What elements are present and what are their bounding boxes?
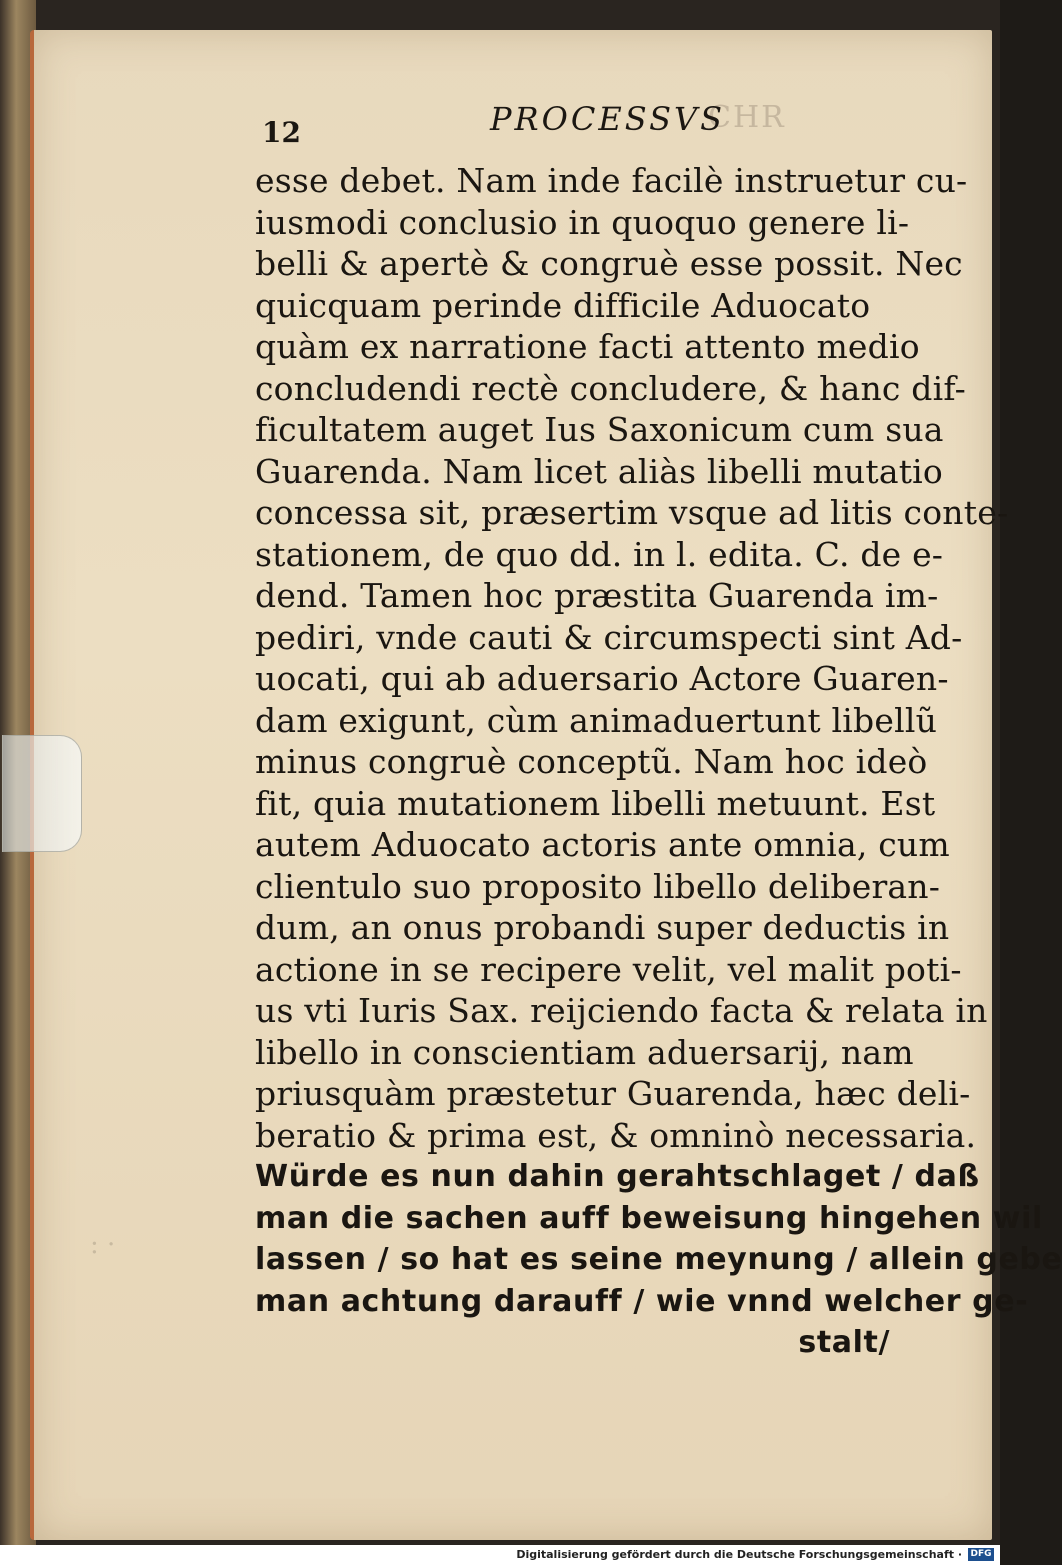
text-line: autem Aduocato actoris ante omnia, cum bbox=[255, 825, 950, 864]
digitization-footer bbox=[0, 1545, 1000, 1565]
text-line: esse debet. Nam inde facilè instruetur cu- bbox=[255, 161, 968, 200]
text-line: Guarenda. Nam licet aliàs libelli mutatio bbox=[255, 451, 943, 491]
text-line: quàm ex narratione facti attento medio bbox=[255, 327, 920, 366]
text-line: us vti Iuris Sax. reijciendo facta & relata in bbox=[255, 991, 988, 1030]
text-line: stationem, de quo dd. in l. edita. C. de e- bbox=[255, 534, 944, 574]
page-text bbox=[255, 160, 1062, 1364]
dfg-logo: DFG bbox=[968, 1548, 994, 1561]
text-line: fit, quia mutationem libelli metuunt. Est bbox=[255, 783, 936, 823]
page-clip bbox=[2, 735, 82, 852]
running-title: PROCESSVS bbox=[490, 100, 726, 138]
page-header bbox=[262, 100, 912, 149]
text-line: priusquàm præstetur Guarenda, hæc deli- bbox=[255, 1074, 971, 1113]
gothic-text-line: lassen / so hat es seine meynung / allein gebe bbox=[255, 1242, 1062, 1277]
text-line: actione in se recipere velit, vel malit poti- bbox=[255, 949, 962, 989]
text-line: dend. Tamen hoc præstita Guarenda im- bbox=[255, 576, 939, 615]
gothic-text-line: man die sachen auff beweisung hingehen wil bbox=[255, 1200, 1043, 1236]
funding-credit: Digitalisierung gefördert durch die Deutsche Forschungsgemeinschaft · bbox=[516, 1548, 962, 1561]
bleed-through-text: CHR bbox=[708, 100, 786, 135]
text-line: dum, an onus probandi super deductis in bbox=[255, 908, 950, 947]
text-line: clientulo suo proposito libello deliberan- bbox=[255, 866, 941, 906]
text-line: quicquam perinde difficile Aduocato bbox=[255, 285, 871, 325]
bleed-through-mark: : · bbox=[90, 1230, 116, 1260]
page-number: 12 bbox=[262, 116, 301, 149]
text-line: concludendi rectè concludere, & hanc dif- bbox=[255, 368, 966, 408]
text-line: iusmodi conclusio in quoquo genere li- bbox=[255, 202, 910, 242]
text-line: pediri, vnde cauti & circumspecti sint Ad- bbox=[255, 617, 963, 657]
gothic-text-line: Würde es nun dahin gerahtschlaget / daß bbox=[255, 1159, 980, 1194]
text-line: minus congruè conceptũ. Nam hoc ideò bbox=[255, 742, 928, 781]
text-line: libello in conscientiam aduersarij, nam bbox=[255, 1032, 914, 1072]
text-line: concessa sit, præsertim vsque ad litis conte- bbox=[255, 493, 1009, 532]
text-line: ficultatem auget Ius Saxonicum cum sua bbox=[255, 410, 944, 449]
catchword: stalt/ bbox=[798, 1325, 890, 1360]
text-line: belli & apertè & congruè esse possit. Nec bbox=[255, 244, 963, 283]
text-line: dam exigunt, cùm animaduertunt libellũ bbox=[255, 700, 938, 740]
text-line: beratio & prima est, & omninò necessaria. bbox=[255, 1115, 977, 1155]
text-line: uocati, qui ab aduersario Actore Guaren- bbox=[255, 659, 949, 698]
gothic-text-line: man achtung darauff / wie vnnd welcher ge- bbox=[255, 1283, 1029, 1319]
